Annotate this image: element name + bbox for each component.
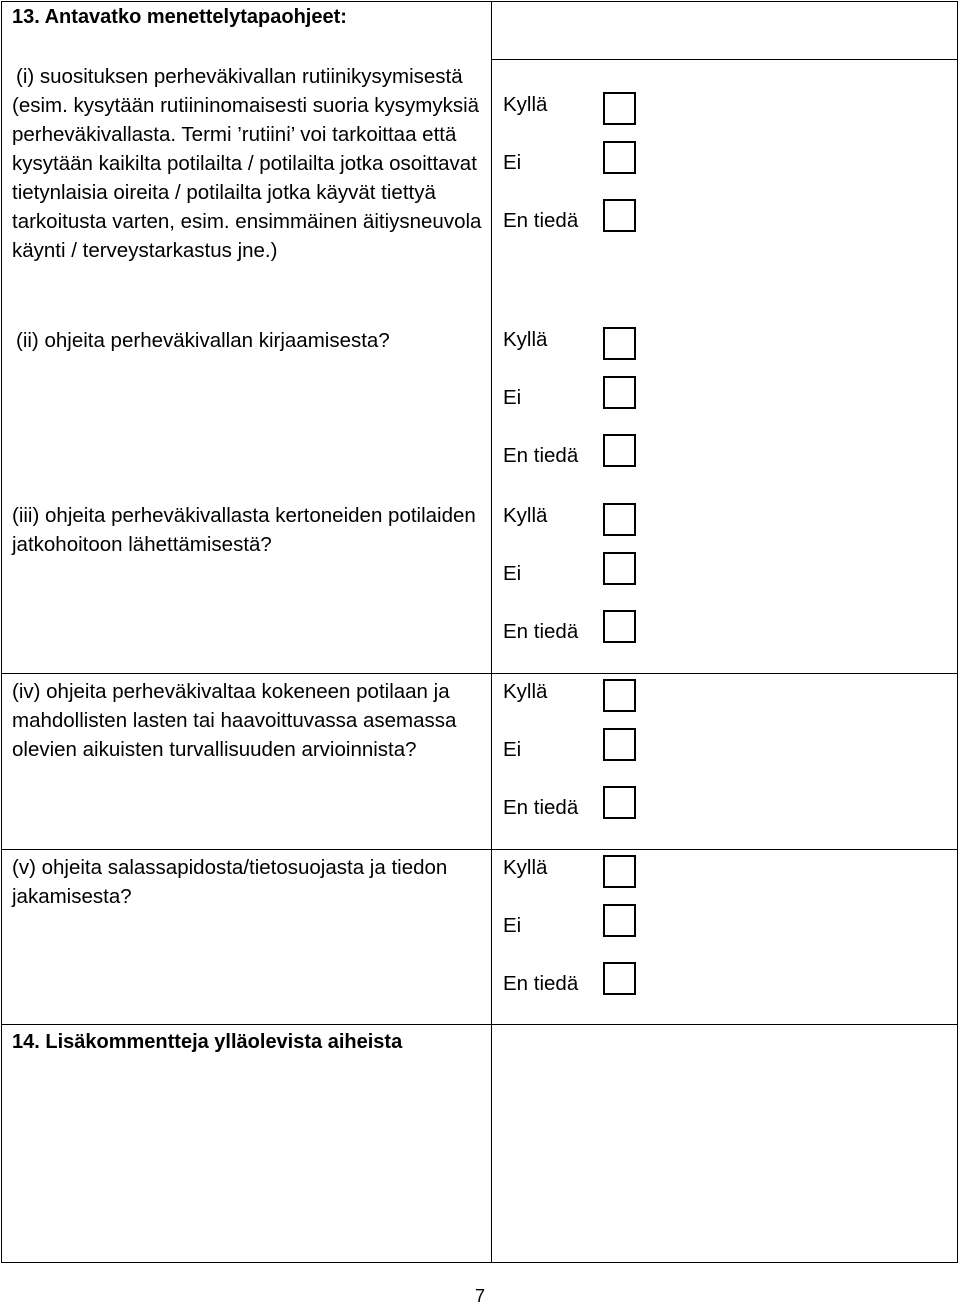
question-iii-no-checkbox[interactable] [603,552,636,585]
question-iii-option-yes-label: Kyllä [503,504,548,527]
question-v-no-checkbox[interactable] [603,904,636,937]
question-iv-option-dontknow-label: En tiedä [503,796,579,819]
question-ii-text: (ii) ohjeita perheväkivallan kirjaamisesta? [16,329,390,352]
question-iv-option-no-label: Ei [503,738,522,761]
question-v-option-no-label: Ei [503,914,522,937]
question-ii-dontknow-checkbox[interactable] [603,434,636,467]
question-i-text: (i) suosituksen perheväkivallan rutiinikysymisestä (esim. kysytään rutiininomaisesti suoria kysymyksiä perheväkivallasta. Termi ’rutiini’ voi tarkoittaa että kysytään kaikilta potilailta / potilailta jotka osoittavat tietynlaisia oireita / potilailta jotka käyvät tiettyä tarkoitusta varten, esim. ensimmäinen äitiysneuvola käynti / terveystarkastus jne.) [12,65,482,262]
question-ii-no-checkbox[interactable] [603,376,636,409]
question-iii-dontknow-checkbox[interactable] [603,610,636,643]
question-iv-option-yes-label: Kyllä [503,680,548,703]
row-divider [1,673,958,674]
question-v-text: (v) ohjeita salassapidosta/tietosuojasta ja tiedon jakamisesta? [12,856,448,908]
question-iv-dontknow-checkbox[interactable] [603,786,636,819]
column-divider [491,1,492,1025]
question-i-option-dontknow-label: En tiedä [503,209,579,232]
question-iii-yes-checkbox[interactable] [603,503,636,536]
section14-title: 14. Lisäkommentteja ylläolevista aiheista [12,1031,403,1053]
question-ii-option-dontknow-label: En tiedä [503,444,579,467]
question-v-yes-checkbox[interactable] [603,855,636,888]
question-v-dontknow-checkbox[interactable] [603,962,636,995]
question-iv-yes-checkbox[interactable] [603,679,636,712]
question-iii-text: (iii) ohjeita perheväkivallasta kertoneiden potilaiden jatkohoitoon lähettämisestä? [12,504,476,556]
question-i-option-no-label: Ei [503,151,522,174]
question-v-option-yes-label: Kyllä [503,856,548,879]
question-v-option-dontknow-label: En tiedä [503,972,579,995]
question-i-yes-checkbox[interactable] [603,92,636,125]
section14-comment-area[interactable] [493,1026,956,1261]
question-iv-no-checkbox[interactable] [603,728,636,761]
page-number: 7 [474,1286,485,1306]
question-i-dontknow-checkbox[interactable] [603,199,636,232]
row-divider [1,849,958,850]
question-ii-option-no-label: Ei [503,386,522,409]
header-row-divider [491,59,958,60]
question-ii-option-yes-label: Kyllä [503,328,548,351]
question-ii-yes-checkbox[interactable] [603,327,636,360]
section13-title: 13. Antavatko menettelytapaohjeet: [12,6,347,28]
question-i-no-checkbox[interactable] [603,141,636,174]
section14-column-divider [491,1024,492,1263]
question-iii-option-dontknow-label: En tiedä [503,620,579,643]
question-i-option-yes-label: Kyllä [503,93,548,116]
question-iv-text: (iv) ohjeita perheväkivaltaa kokeneen potilaan ja mahdollisten lasten tai haavoittuvassa asemassa olevien aikuisten turvallisuuden arvioinnista? [12,680,457,761]
question-iii-option-no-label: Ei [503,562,522,585]
